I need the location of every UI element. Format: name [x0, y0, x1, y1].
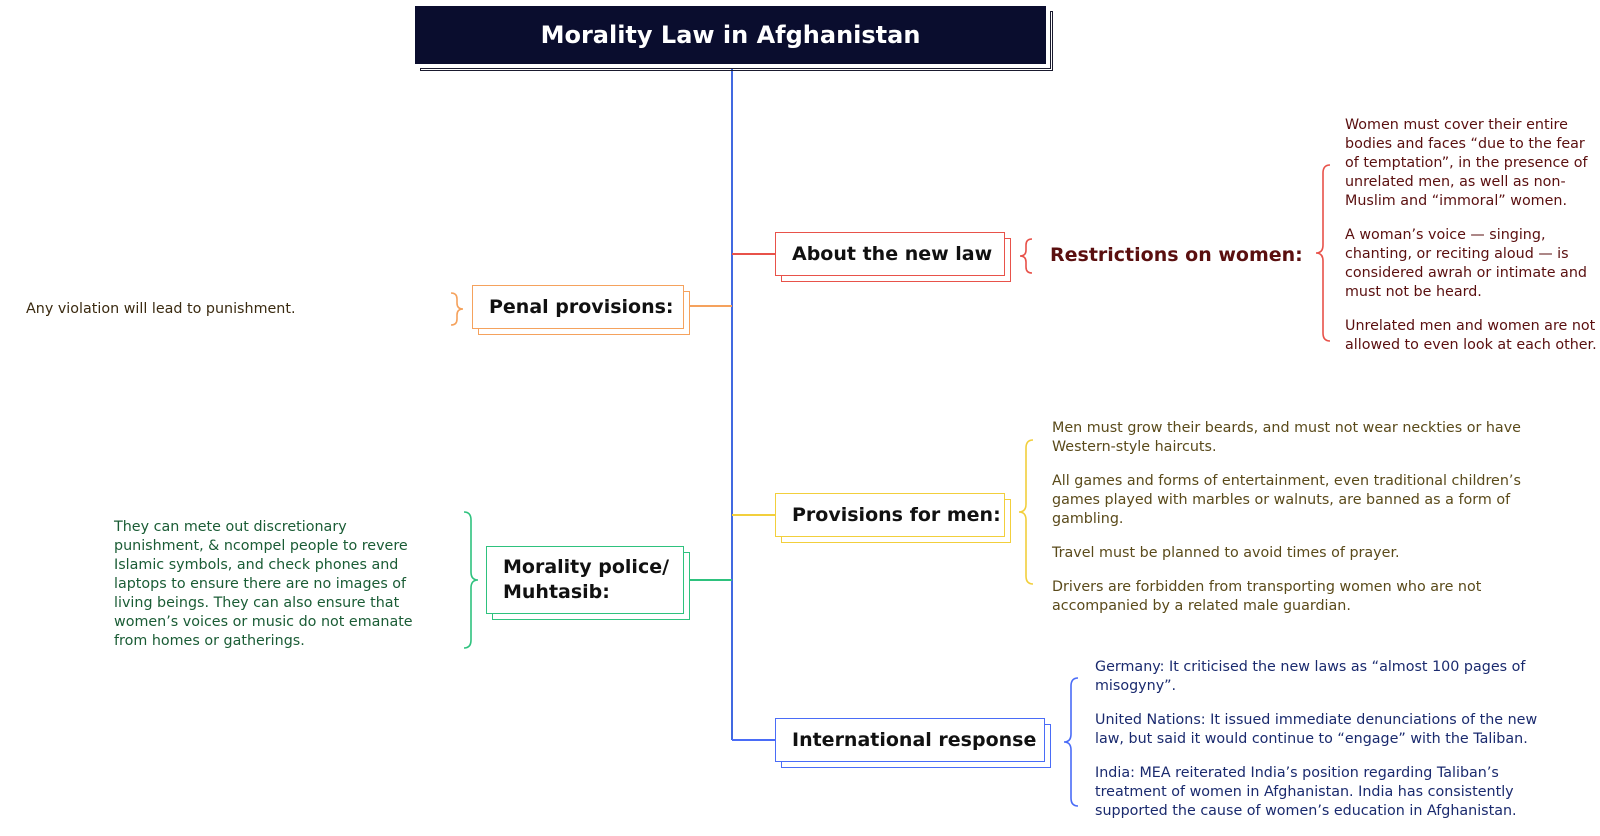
intl-item: India: MEA reiterated India’s position regarding Taliban’s treatment of women in Afghanistan. India has consistently supported the cause of women’s education in Afghanistan. — [1095, 765, 1517, 819]
brace-penal — [451, 293, 463, 325]
about-node[interactable]: About the new law — [775, 232, 1005, 276]
intl-node[interactable]: International response — [775, 718, 1045, 762]
restrictions-list — [1345, 116, 1597, 370]
restrictions-label: Restrictions on women: — [1050, 244, 1303, 266]
men-item: Men must grow their beards, and must not wear neckties or have Western-style haircuts. — [1052, 420, 1521, 455]
brace-restrictions-left — [1020, 239, 1032, 273]
men-item: Travel must be planned to avoid times of prayer. — [1052, 545, 1400, 561]
penal-text: Any violation will lead to punishment. — [26, 301, 296, 317]
brace-police — [464, 512, 478, 648]
brace-men — [1019, 440, 1033, 584]
restriction-item: A woman’s voice — singing, chanting, or reciting aloud — is considered awrah or intimate and must not be heard. — [1345, 227, 1587, 300]
brace-intl — [1064, 678, 1078, 806]
men-list — [1052, 419, 1532, 631]
page-title: Morality Law in Afghanistan — [415, 6, 1046, 64]
men-item: Drivers are forbidden from transporting women who are not accompanied by a related male guardian. — [1052, 579, 1482, 614]
restriction-item: Unrelated men and women are not allowed to even look at each other. — [1345, 318, 1597, 353]
brace-restrictions-items — [1316, 165, 1330, 341]
men-node[interactable]: Provisions for men: — [775, 493, 1005, 537]
police-node[interactable]: Morality police/ Muhtasib: — [486, 546, 684, 614]
police-text: They can mete out discretionary punishment, & ncompel people to revere Islamic symbols, and check phones and laptops to ensure there are no images of living beings. They can also ensure that women’s voices or music do not emanate from homes or gatherings. — [114, 519, 413, 649]
restriction-item: Women must cover their entire bodies and faces “due to the fear of temptation”, in the presence of unrelated men, as well as non-Muslim and “immoral” women. — [1345, 117, 1588, 209]
intl-item: United Nations: It issued immediate denunciations of the new law, but said it would continue to “engage” with the Taliban. — [1095, 712, 1538, 747]
penal-node[interactable]: Penal provisions: — [472, 285, 684, 329]
men-item: All games and forms of entertainment, even traditional children’s games played with marbles or walnuts, are banned as a form of gambling. — [1052, 473, 1521, 527]
intl-list — [1095, 658, 1550, 836]
intl-item: Germany: It criticised the new laws as “almost 100 pages of misogyny”. — [1095, 659, 1526, 694]
